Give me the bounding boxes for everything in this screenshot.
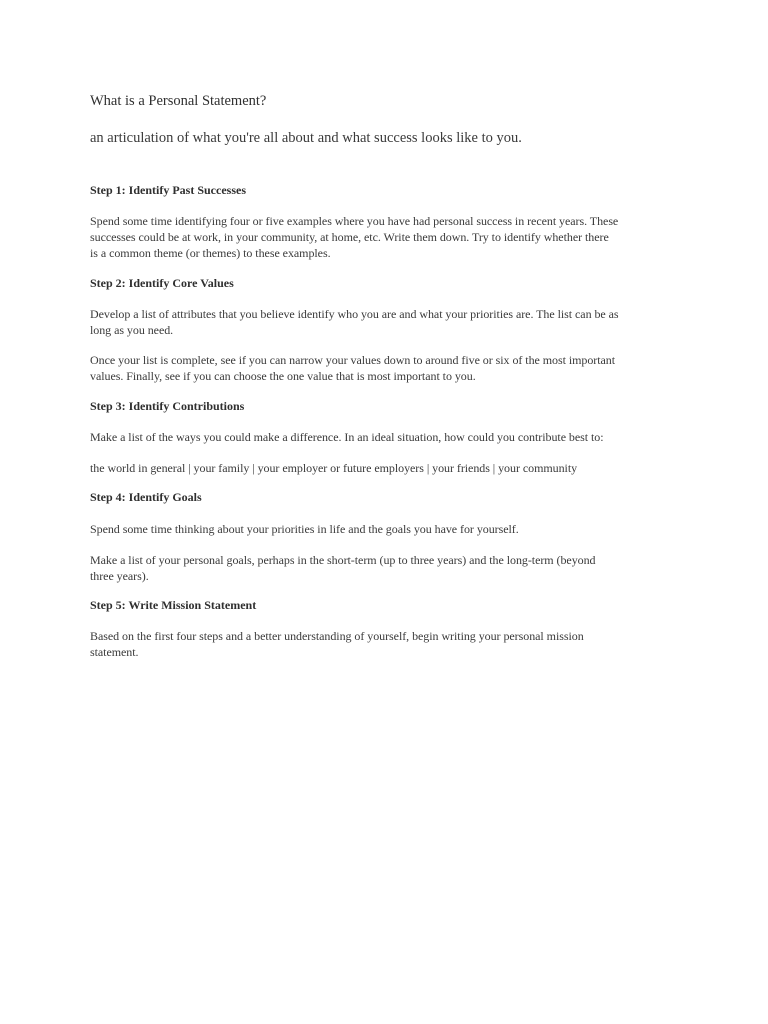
page-subtitle: an articulation of what you're all about and what success looks like to you. [90,130,522,146]
step-4-paragraph-2 [90,552,690,584]
step-1-heading: Step 1: Identify Past Successes [90,183,246,197]
step-3-paragraph-1 [90,429,690,445]
step-5-paragraph-1-line-1: Based on the first four steps and a better understanding of yourself, begin writing your personal mission [90,629,584,643]
step-3-paragraph-2 [90,460,690,476]
step-5-heading: Step 5: Write Mission Statement [90,598,257,612]
step-4-heading: Step 4: Identify Goals [90,490,202,504]
step-2-paragraph-2-line-2: values. Finally, see if you can choose the one value that is most important to you. [90,369,476,383]
step-5-paragraph-1 [90,628,690,660]
step-1-paragraph-1-line-1: Spend some time identifying four or five examples where you have had personal success in recent years. These [90,214,619,228]
step-2-heading: Step 2: Identify Core Values [90,276,234,290]
step-1-paragraph-1-line-2: successes could be at work, in your community, at home, etc. Write them down. Try to identify whether there [90,230,609,244]
step-2-paragraph-1-line-1: Develop a list of attributes that you believe identify who you are and what your priorities are. The list can be as [90,307,619,321]
step-2-paragraph-2-line-1: Once your list is complete, see if you can narrow your values down to around five or six of the most important [90,353,616,367]
step-1-paragraph-1 [90,213,690,261]
step-4-paragraph-2-line-2: three years). [90,569,149,583]
step-5-paragraph-1-line-2: statement. [90,645,139,659]
step-4-paragraph-1 [90,521,690,537]
document-page [90,0,690,1024]
step-2-paragraph-2 [90,352,690,384]
step-2-paragraph-1-line-2: long as you need. [90,323,174,337]
step-2-paragraph-1 [90,306,690,338]
step-3-paragraph-2-line-1: the world in general | your family | your employer or future employers | your friends | your community [90,461,578,475]
page-title: What is a Personal Statement? [90,93,267,109]
step-3-paragraph-1-line-1: Make a list of the ways you could make a difference. In an ideal situation, how could you contribute best to: [90,430,604,444]
step-1-paragraph-1-line-3: is a common theme (or themes) to these examples. [90,246,331,260]
step-4-paragraph-2-line-1: Make a list of your personal goals, perhaps in the short-term (up to three years) and the long-term (beyond [90,553,596,567]
step-4-paragraph-1-line-1: Spend some time thinking about your priorities in life and the goals you have for yourself. [90,522,519,536]
step-3-heading: Step 3: Identify Contributions [90,399,245,413]
